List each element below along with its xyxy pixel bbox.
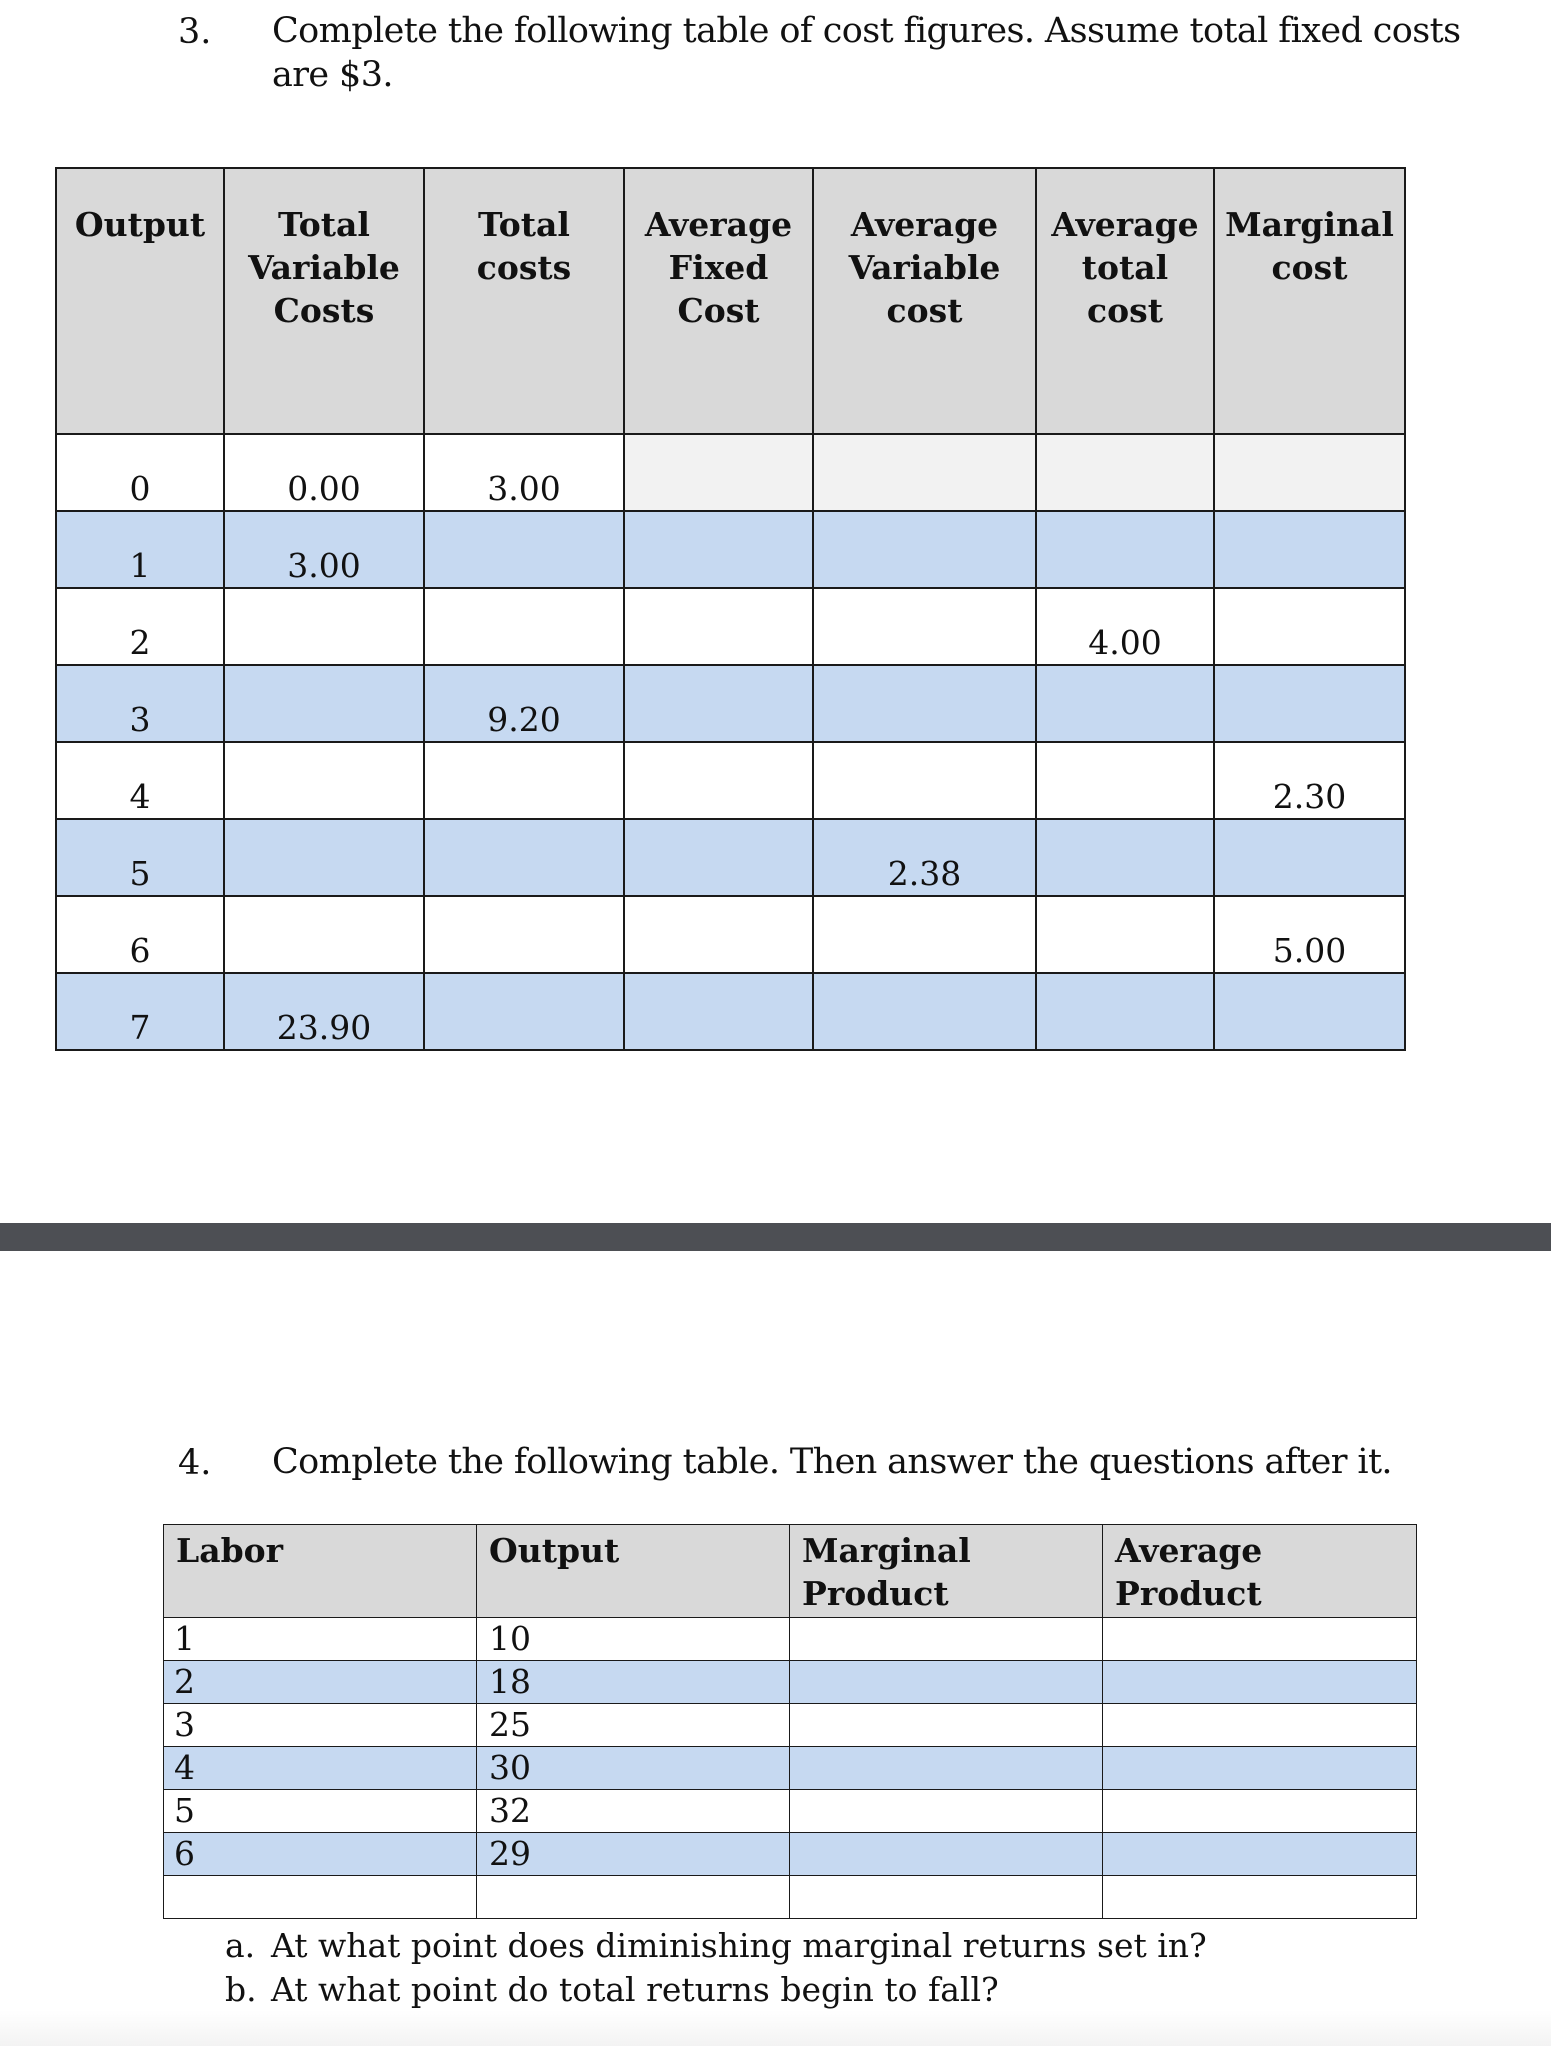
blank-answer-cell <box>1103 1704 1417 1747</box>
table-cell: 7 <box>56 973 224 1050</box>
table-row <box>164 1661 1417 1704</box>
table-row <box>56 434 1405 511</box>
blank-answer-cell <box>1103 1661 1417 1704</box>
blank-answer-cell <box>1036 665 1214 742</box>
table-cell: 9.20 <box>424 665 624 742</box>
production-table <box>163 1524 1417 1919</box>
blank-answer-cell <box>624 819 813 896</box>
blank-answer-cell <box>813 896 1036 973</box>
header-line: cost <box>886 291 963 330</box>
blank-answer-cell <box>813 742 1036 819</box>
table-cell: 3.00 <box>424 434 624 511</box>
table-cell: 18 <box>477 1661 790 1704</box>
blank-answer-cell <box>624 973 813 1050</box>
question-a-text: At what point does diminishing marginal returns set in? <box>271 1926 1207 1965</box>
table-cell: 5 <box>56 819 224 896</box>
table-row <box>164 1704 1417 1747</box>
blank-answer-cell <box>424 973 624 1050</box>
bottom-edge <box>0 2010 1551 2046</box>
table-cell: 4.00 <box>1036 588 1214 665</box>
blank-answer-cell <box>790 1876 1103 1919</box>
production-header-col-0 <box>164 1525 477 1618</box>
table-cell: 2.30 <box>1214 742 1405 819</box>
production-header-col-1 <box>477 1525 790 1618</box>
blank-answer-cell <box>624 434 813 511</box>
table-cell: 23.90 <box>224 973 424 1050</box>
table-cell: 32 <box>477 1790 790 1833</box>
blank-answer-cell <box>790 1618 1103 1661</box>
blank-answer-cell <box>1103 1833 1417 1876</box>
header-line: cost <box>1087 291 1163 330</box>
blank-answer-cell <box>1036 973 1214 1050</box>
blank-answer-cell <box>1214 588 1405 665</box>
header-line: Output <box>489 1531 620 1570</box>
blank-answer-cell <box>790 1833 1103 1876</box>
blank-answer-cell <box>424 896 624 973</box>
table-cell: 1 <box>56 511 224 588</box>
blank-answer-cell <box>1214 819 1405 896</box>
table-cell: 6 <box>164 1833 477 1876</box>
question-letter: b. <box>225 1970 257 2009</box>
header-line: Costs <box>273 291 375 330</box>
blank-answer-cell <box>164 1876 477 1919</box>
header-line: cost <box>1271 248 1348 287</box>
header-line: Variable <box>848 248 1001 287</box>
header-line: Variable <box>248 248 400 287</box>
table-cell: 6 <box>56 896 224 973</box>
blank-answer-cell <box>790 1661 1103 1704</box>
question-3-text <box>272 9 1460 97</box>
blank-answer-cell <box>224 896 424 973</box>
question-4-number: 4. <box>178 1443 212 1483</box>
cost-header-col-5 <box>1036 168 1214 434</box>
table-cell: 4 <box>56 742 224 819</box>
table-cell: 10 <box>477 1618 790 1661</box>
blank-answer-cell <box>1214 665 1405 742</box>
blank-answer-cell <box>224 742 424 819</box>
blank-answer-cell <box>1214 511 1405 588</box>
blank-answer-cell <box>813 665 1036 742</box>
blank-answer-cell <box>624 588 813 665</box>
cost-header-col-6 <box>1214 168 1405 434</box>
table-cell: 1 <box>164 1618 477 1661</box>
blank-answer-cell <box>224 665 424 742</box>
blank-answer-cell <box>813 434 1036 511</box>
question-3-number: 3. <box>178 12 212 52</box>
blank-answer-cell <box>1036 434 1214 511</box>
blank-answer-cell <box>1036 896 1214 973</box>
header-line: Marginal <box>1225 205 1394 244</box>
table-cell: 3.00 <box>224 511 424 588</box>
blank-answer-cell <box>1103 1747 1417 1790</box>
table-row <box>164 1833 1417 1876</box>
table-row <box>56 665 1405 742</box>
cost-table-header-row <box>56 168 1405 434</box>
question-3-line-2: are $3. <box>272 55 393 95</box>
cost-header-col-2 <box>424 168 624 434</box>
table-cell: 4 <box>164 1747 477 1790</box>
table-cell: 30 <box>477 1747 790 1790</box>
header-line: Average <box>1051 205 1199 244</box>
table-cell: 5 <box>164 1790 477 1833</box>
header-line: Cost <box>677 291 760 330</box>
header-line: Marginal <box>802 1531 971 1570</box>
table-row <box>56 742 1405 819</box>
cost-figures-table <box>55 167 1406 1051</box>
table-cell: 2 <box>56 588 224 665</box>
blank-answer-cell <box>813 511 1036 588</box>
header-line: Total <box>478 205 570 244</box>
blank-answer-cell <box>790 1790 1103 1833</box>
header-line: Average Product <box>1115 1531 1263 1613</box>
page-divider <box>0 1223 1551 1251</box>
blank-answer-cell <box>1103 1618 1417 1661</box>
table-cell: 3 <box>164 1704 477 1747</box>
header-line: Labor <box>176 1531 284 1570</box>
table-row <box>56 819 1405 896</box>
blank-answer-cell <box>1036 511 1214 588</box>
blank-answer-cell <box>477 1876 790 1919</box>
blank-answer-cell <box>424 588 624 665</box>
follow-up-questions <box>225 1924 1207 2012</box>
cost-header-col-1 <box>224 168 424 434</box>
blank-answer-cell <box>1036 819 1214 896</box>
blank-answer-cell <box>424 742 624 819</box>
question-letter: a. <box>225 1926 256 1965</box>
blank-answer-cell <box>624 511 813 588</box>
table-row <box>56 973 1405 1050</box>
table-row <box>164 1747 1417 1790</box>
blank-answer-cell <box>1214 973 1405 1050</box>
question-a <box>225 1924 1207 1968</box>
cost-header-col-4 <box>813 168 1036 434</box>
header-line: costs <box>476 248 572 287</box>
cost-header-col-0 <box>56 168 224 434</box>
table-row <box>56 511 1405 588</box>
question-b <box>225 1968 1207 2012</box>
table-cell: 29 <box>477 1833 790 1876</box>
header-line: Average <box>850 205 999 244</box>
blank-answer-cell <box>1036 742 1214 819</box>
blank-answer-cell <box>1103 1876 1417 1919</box>
blank-answer-cell <box>624 742 813 819</box>
table-cell: 3 <box>56 665 224 742</box>
table-row <box>164 1618 1417 1661</box>
table-cell: 5.00 <box>1214 896 1405 973</box>
blank-answer-cell <box>1103 1790 1417 1833</box>
table-row <box>164 1876 1417 1919</box>
production-header-col-3 <box>1103 1525 1417 1618</box>
table-cell: 0.00 <box>224 434 424 511</box>
table-cell: 0 <box>56 434 224 511</box>
blank-answer-cell <box>224 588 424 665</box>
production-header-col-2 <box>790 1525 1103 1618</box>
table-cell: 2.38 <box>813 819 1036 896</box>
blank-answer-cell <box>813 973 1036 1050</box>
header-line: Product <box>802 1574 949 1613</box>
table-cell: 2 <box>164 1661 477 1704</box>
header-line: Output <box>74 205 206 244</box>
header-line: total <box>1081 248 1169 287</box>
question-4-text: Complete the following table. Then answer the questions after it. <box>272 1442 1392 1482</box>
question-3-line-1: Complete the following table of cost figures. Assume total fixed costs <box>272 11 1461 51</box>
header-line: Total <box>278 205 370 244</box>
blank-answer-cell <box>624 665 813 742</box>
blank-answer-cell <box>790 1747 1103 1790</box>
header-line: Fixed <box>668 248 769 287</box>
production-table-header-row <box>164 1525 1417 1618</box>
cost-header-col-3 <box>624 168 813 434</box>
blank-answer-cell <box>424 819 624 896</box>
blank-answer-cell <box>813 588 1036 665</box>
blank-answer-cell <box>1214 434 1405 511</box>
table-row <box>164 1790 1417 1833</box>
blank-answer-cell <box>790 1704 1103 1747</box>
question-b-text: At what point do total returns begin to fall? <box>271 1970 999 2009</box>
table-row <box>56 896 1405 973</box>
table-row <box>56 588 1405 665</box>
blank-answer-cell <box>424 511 624 588</box>
blank-answer-cell <box>624 896 813 973</box>
header-line: Average <box>644 205 793 244</box>
table-cell: 25 <box>477 1704 790 1747</box>
blank-answer-cell <box>224 819 424 896</box>
